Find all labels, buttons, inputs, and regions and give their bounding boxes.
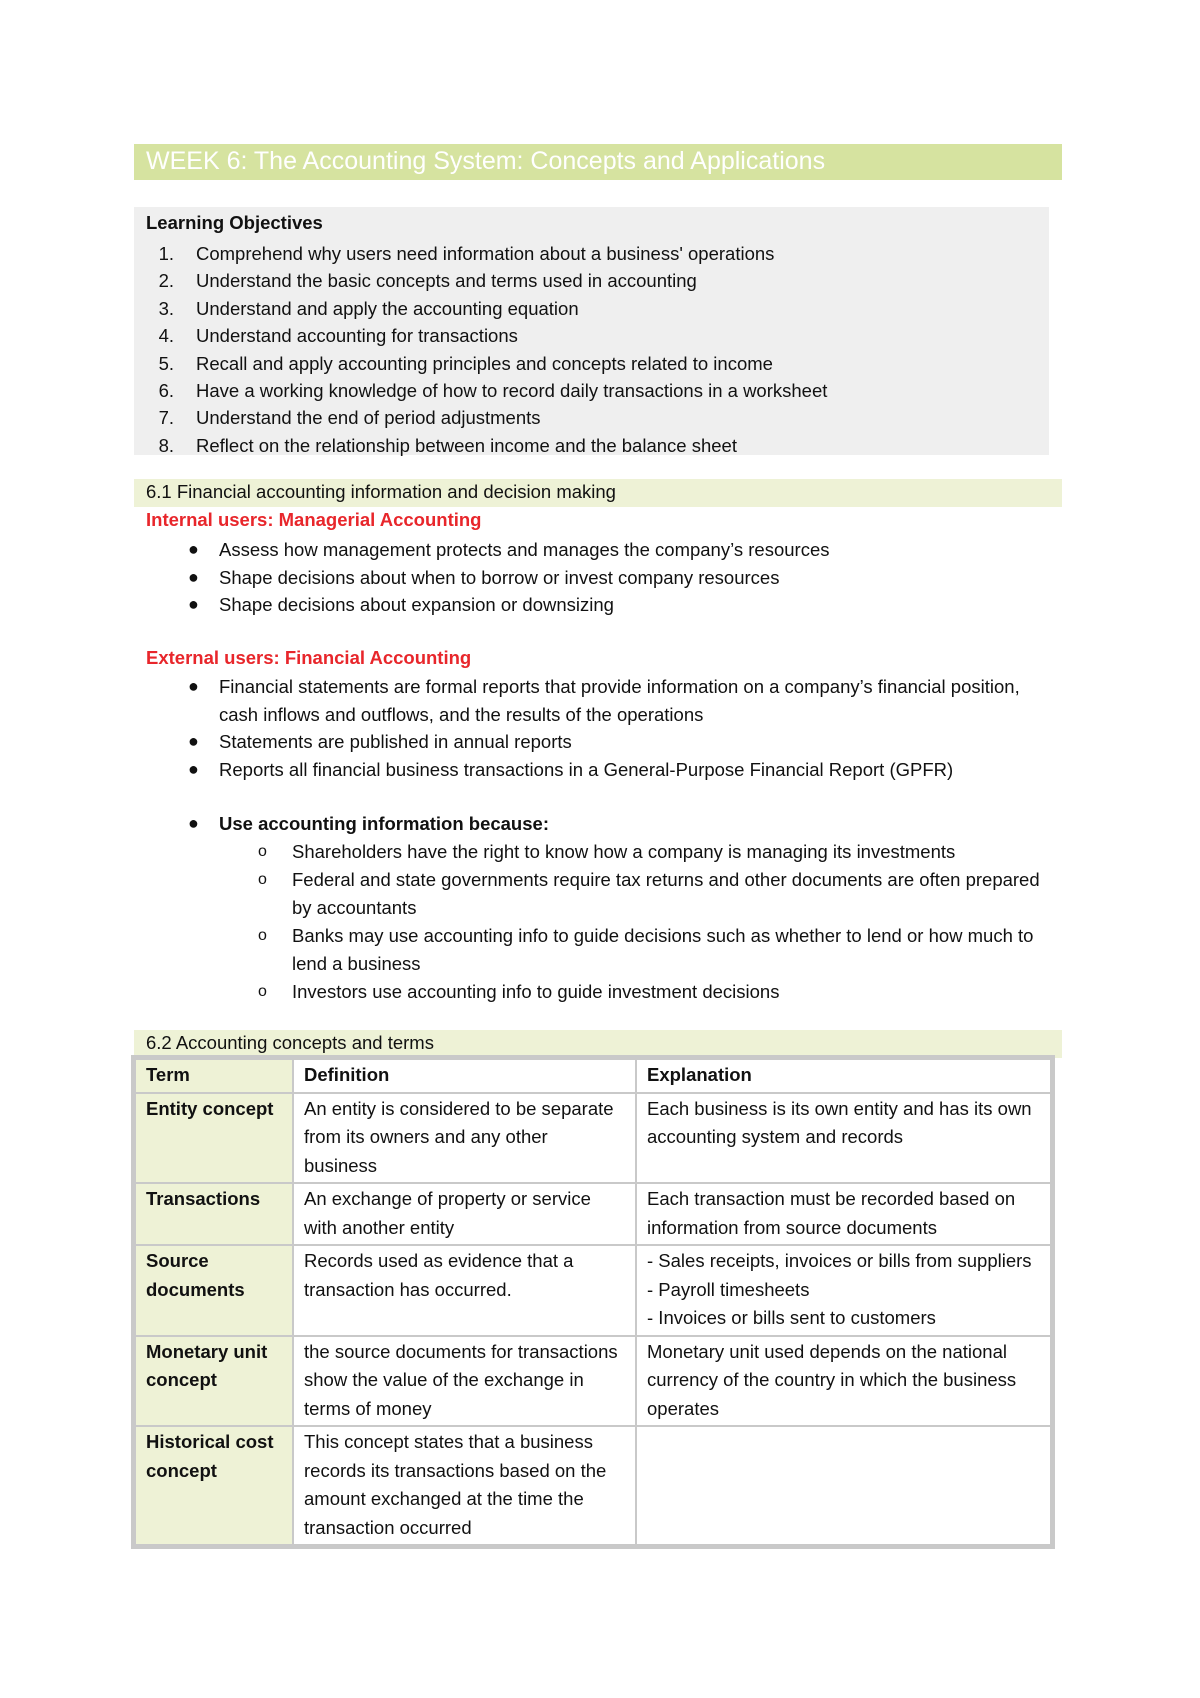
section-6-1-heading-bar bbox=[134, 479, 1062, 507]
table-header-row bbox=[135, 1059, 1051, 1093]
list-item: o Shareholders have the right to know how a company is managing its investments bbox=[146, 838, 1046, 866]
list-item: ● Shape decisions about expansion or downsizing bbox=[146, 591, 1046, 619]
list-item: ● Statements are published in annual reports bbox=[146, 728, 1046, 756]
page-title: WEEK 6: The Accounting System: Concepts and Applications bbox=[146, 147, 826, 175]
explanation-cell: Each business is its own entity and has its own accounting system and records bbox=[636, 1093, 1051, 1184]
internal-users-list bbox=[146, 536, 1046, 619]
learning-objectives-box bbox=[134, 207, 1049, 455]
list-item: ● Assess how management protects and manages the company’s resources bbox=[146, 536, 1046, 564]
table-row bbox=[135, 1093, 1051, 1184]
objective-item: 1. Comprehend why users need information about a business' operations bbox=[158, 243, 775, 264]
objective-item: 5. Recall and apply accounting principles and concepts related to income bbox=[158, 352, 773, 374]
list-item: ● Use accounting information because: bbox=[146, 810, 1046, 838]
bullet-icon: ● bbox=[188, 676, 199, 696]
objective-item: 2. Understand the basic concepts and terms used in accounting bbox=[158, 270, 697, 292]
section-6-2-heading-bar bbox=[134, 1030, 1062, 1058]
use-accounting-sublist bbox=[146, 838, 1046, 1006]
circle-bullet-icon: o bbox=[258, 927, 267, 944]
bullet-icon: ● bbox=[188, 566, 199, 587]
column-header-term: Term bbox=[135, 1059, 293, 1093]
definition-cell: the source documents for transactions show the value of the exchange in terms of money bbox=[293, 1336, 636, 1427]
circle-bullet-icon: o bbox=[258, 843, 267, 860]
objective-item: 3. Understand and apply the accounting equation bbox=[158, 297, 579, 319]
table-row bbox=[135, 1245, 1051, 1336]
term-cell: Monetary unit concept bbox=[135, 1336, 293, 1427]
list-item: ● Financial statements are formal reports that provide information on a company’s financial position, cash inflows and outflows, and the results of the operations bbox=[146, 673, 1046, 728]
objective-item: 8. Reflect on the relationship between income and the balance sheet bbox=[158, 434, 737, 456]
definition-cell: An exchange of property or service with another entity bbox=[293, 1183, 636, 1245]
learning-objectives-heading: Learning Objectives bbox=[146, 212, 323, 233]
bullet-icon: ● bbox=[188, 594, 199, 615]
circle-bullet-icon: o bbox=[258, 983, 267, 1000]
explanation-cell: Monetary unit used depends on the national currency of the country in which the business operates bbox=[636, 1336, 1051, 1427]
bullet-icon: ● bbox=[188, 813, 199, 833]
section-6-2-heading: 6.2 Accounting concepts and terms bbox=[146, 1032, 434, 1053]
column-header-explanation: Explanation bbox=[636, 1059, 1051, 1093]
definition-cell: An entity is considered to be separate from its owners and any other business bbox=[293, 1093, 636, 1184]
bullet-icon: ● bbox=[188, 758, 199, 779]
bullet-icon: ● bbox=[188, 731, 199, 752]
term-cell: Source documents bbox=[135, 1245, 293, 1336]
table-row bbox=[135, 1426, 1051, 1545]
objective-item: 6. Have a working knowledge of how to record daily transactions in a worksheet bbox=[158, 379, 828, 401]
list-item: o Federal and state governments require tax returns and other documents are often prepared by accountants bbox=[146, 866, 1046, 922]
use-accounting-list bbox=[146, 810, 1046, 838]
table-row bbox=[135, 1183, 1051, 1245]
section-6-1-heading: 6.1 Financial accounting information and decision making bbox=[146, 481, 616, 502]
objectives-list bbox=[146, 240, 827, 459]
explanation-cell: Each transaction must be recorded based on information from source documents bbox=[636, 1183, 1051, 1245]
definition-cell: This concept states that a business records its transactions based on the amount exchanged at the time the transaction occurred bbox=[293, 1426, 636, 1545]
term-cell: Historical cost concept bbox=[135, 1426, 293, 1545]
accounting-terms-table bbox=[134, 1058, 1052, 1546]
table-row bbox=[135, 1336, 1051, 1427]
internal-users-heading: Internal users: Managerial Accounting bbox=[146, 509, 482, 530]
column-header-definition: Definition bbox=[293, 1059, 636, 1093]
objective-item: 4. Understand accounting for transactions bbox=[158, 325, 518, 347]
bullet-icon: ● bbox=[188, 539, 199, 559]
list-item: ● Shape decisions about when to borrow or invest company resources bbox=[146, 564, 1046, 592]
explanation-cell: - Sales receipts, invoices or bills from suppliers - Payroll timesheets - Invoices or bills sent to customers bbox=[636, 1245, 1051, 1336]
external-users-heading: External users: Financial Accounting bbox=[146, 647, 472, 668]
explanation-cell bbox=[636, 1426, 1051, 1545]
list-item: o Banks may use accounting info to guide decisions such as whether to lend or how much to lend a business bbox=[146, 922, 1046, 978]
definition-cell: Records used as evidence that a transaction has occurred. bbox=[293, 1245, 636, 1336]
title-bar bbox=[134, 144, 1062, 180]
circle-bullet-icon: o bbox=[258, 871, 267, 888]
list-item: ● Reports all financial business transactions in a General-Purpose Financial Report (GPFR) bbox=[146, 756, 1046, 784]
objective-item: 7. Understand the end of period adjustments bbox=[158, 407, 541, 429]
term-cell: Entity concept bbox=[135, 1093, 293, 1184]
term-cell: Transactions bbox=[135, 1183, 293, 1245]
list-item: o Investors use accounting info to guide investment decisions bbox=[146, 978, 1046, 1006]
external-users-list bbox=[146, 673, 1046, 783]
